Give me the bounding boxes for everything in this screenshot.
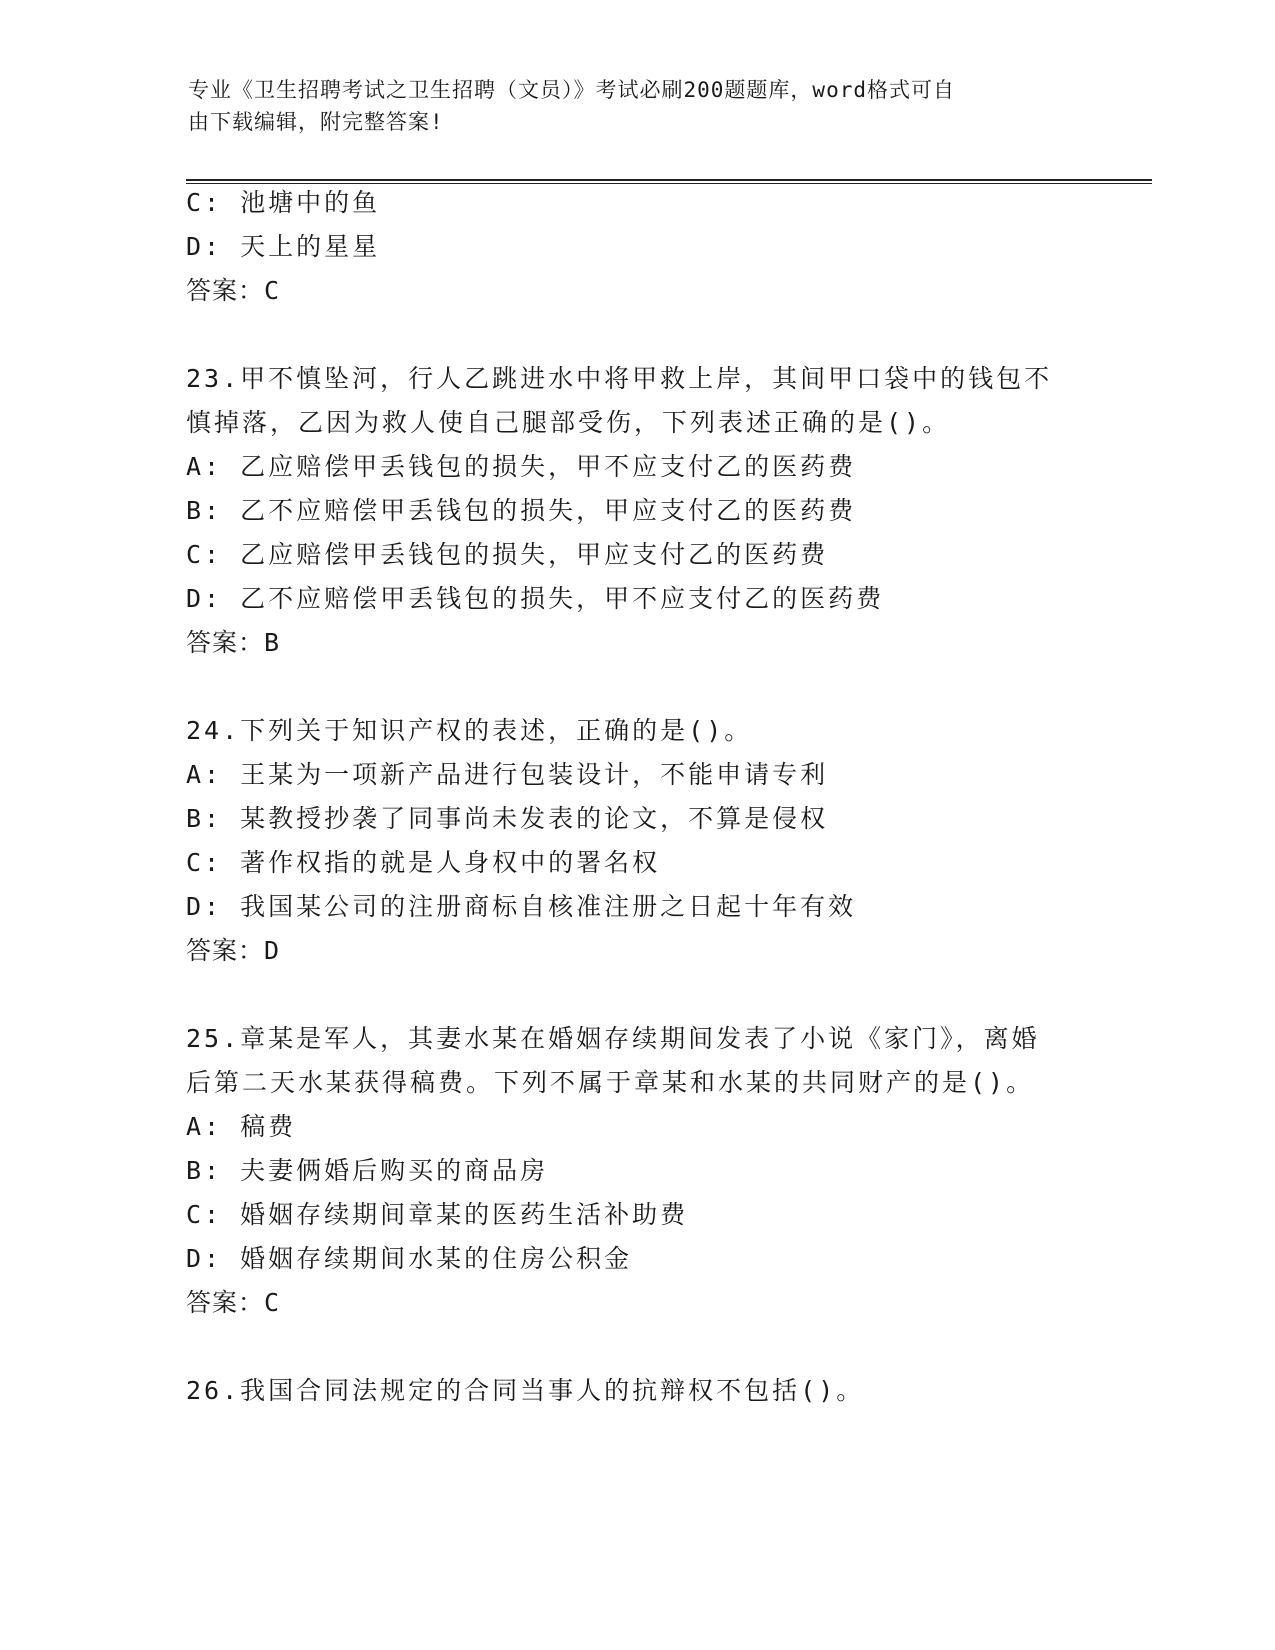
q25-stem-line-1: 25.章某是军人，其妻水某在婚姻存续期间发表了小说《家门》，离婚: [186, 1024, 1040, 1053]
q24-option-c: C: 著作权指的就是人身权中的署名权: [186, 848, 661, 877]
q23-stem-line-1: 23.甲不慎坠河，行人乙跳进水中将甲救上岸，其间甲口袋中的钱包不: [186, 364, 1053, 393]
q25-option-d: D: 婚姻存续期间水某的住房公积金: [186, 1244, 633, 1273]
q23-stem-line-2: 慎掉落，乙因为救人使自己腿部受伤，下列表述正确的是()。: [186, 408, 951, 437]
prev-option-c: C: 池塘中的鱼: [186, 188, 381, 217]
q23-option-d: D: 乙不应赔偿甲丢钱包的损失，甲不应支付乙的医药费: [186, 584, 885, 613]
q24-answer: 答案：D: [186, 936, 281, 965]
q23-option-c: C: 乙应赔偿甲丢钱包的损失，甲应支付乙的医药费: [186, 540, 829, 569]
page-header: [188, 74, 1088, 138]
q25-option-a: A: 稿费: [186, 1112, 297, 1141]
q24-option-d: D: 我国某公司的注册商标自核准注册之日起十年有效: [186, 892, 857, 921]
q24-option-a: A: 王某为一项新产品进行包装设计，不能申请专利: [186, 760, 829, 789]
q26-stem-line-1: 26.我国合同法规定的合同当事人的抗辩权不包括()。: [186, 1376, 865, 1405]
q25-answer: 答案：C: [186, 1288, 281, 1317]
q25-stem-line-2: 后第二天水某获得稿费。下列不属于章某和水某的共同财产的是()。: [186, 1068, 1035, 1097]
header-divider: [186, 179, 1152, 184]
q23-option-a: A: 乙应赔偿甲丢钱包的损失，甲不应支付乙的医药费: [186, 452, 857, 481]
q24-option-b: B: 某教授抄袭了同事尚未发表的论文，不算是侵权: [186, 804, 829, 833]
q25-option-b: B: 夫妻俩婚后购买的商品房: [186, 1156, 549, 1185]
q23-option-b: B: 乙不应赔偿甲丢钱包的损失，甲应支付乙的医药费: [186, 496, 857, 525]
prev-option-d: D: 天上的星星: [186, 232, 381, 261]
q25-option-c: C: 婚姻存续期间章某的医药生活补助费: [186, 1200, 689, 1229]
q24-stem-line-1: 24.下列关于知识产权的表述，正确的是()。: [186, 716, 753, 745]
prev-answer: 答案：C: [186, 276, 281, 305]
header-line-2: 由下载编辑，附完整答案!: [188, 110, 444, 134]
header-line-1: 专业《卫生招聘考试之卫生招聘（文员）》考试必刷200题题库，word格式可自: [188, 78, 955, 102]
q23-answer: 答案：B: [186, 628, 281, 657]
